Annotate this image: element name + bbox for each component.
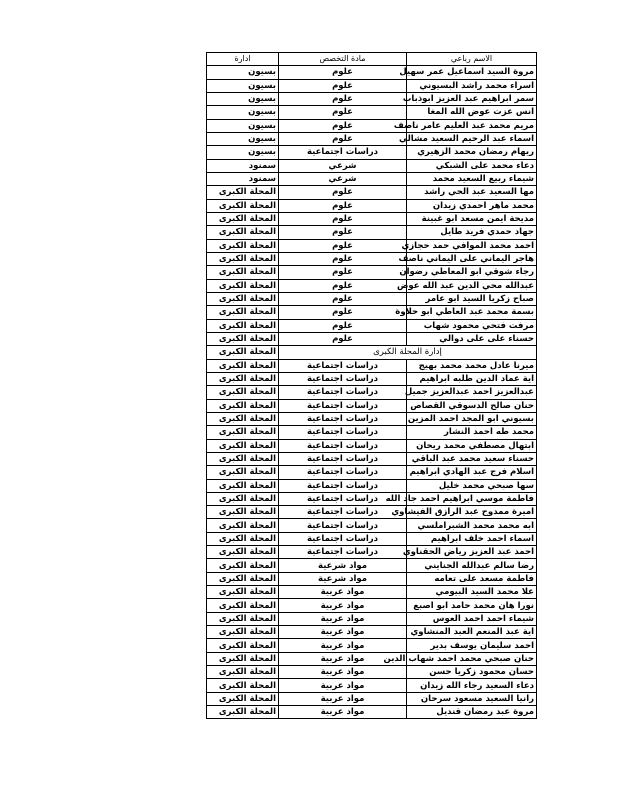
name-cell: حسناء على على دوالي <box>407 332 537 345</box>
admin-cell: المحلة الكبرى <box>207 479 279 492</box>
name-cell: علا محمد السيد البيومي <box>407 586 537 599</box>
admin-cell: المحلة الكبرى <box>207 452 279 465</box>
name-cell: بسمة محمد عبد العاطي ابو حلاوة <box>407 306 537 319</box>
teachers-sheet <box>206 52 540 719</box>
admin-cell: المحلة الكبرى <box>207 532 279 545</box>
admin-cell: المحلة الكبرى <box>207 466 279 479</box>
subject-cell: شرعي <box>279 159 407 172</box>
table-row <box>207 399 537 412</box>
name-cell: احمد عبد العزيز رياض الحقناوي <box>407 546 537 559</box>
admin-cell: المحلة الكبرى <box>207 706 279 719</box>
table-row <box>207 159 537 172</box>
header-admin: ادارة <box>207 53 279 66</box>
section-label: إدارة المحلة الكبرى <box>279 346 537 359</box>
subject-cell: دراسات اجتماعية <box>279 492 407 505</box>
table-row <box>207 639 537 652</box>
name-cell: اسلام فرج عبد الهادي ابراهيم <box>407 466 537 479</box>
table-row <box>207 559 537 572</box>
name-cell: مروة السيد اسماعيل عمر سهيل <box>407 66 537 79</box>
name-cell: نورا هان محمد حامد ابو اصبع <box>407 599 537 612</box>
header-subject: مادة التخصص <box>279 53 407 66</box>
subject-cell: مواد عربية <box>279 612 407 625</box>
table-row <box>207 426 537 439</box>
admin-cell: المحلة الكبرى <box>207 692 279 705</box>
name-cell: حنان صالح الدسوقي القصاص <box>407 399 537 412</box>
name-cell: دعاء السعيد رجاء الله زيدان <box>407 679 537 692</box>
name-cell: انس عزت عوض الله المغا <box>407 106 537 119</box>
admin-cell: المحلة الكبرى <box>207 386 279 399</box>
name-cell: بسيوني ابو المجد احمد المزين <box>407 412 537 425</box>
name-cell: احمد محمد الموافي حمد حجازي <box>407 239 537 252</box>
admin-cell: المحلة الكبرى <box>207 266 279 279</box>
subject-cell: علوم <box>279 186 407 199</box>
admin-cell: المحلة الكبرى <box>207 426 279 439</box>
header-name: الاسم رباعي <box>407 53 537 66</box>
table-row <box>207 66 537 79</box>
subject-cell: مواد شرعية <box>279 559 407 572</box>
name-cell: صباح زكريا السيد ابو عامر <box>407 292 537 305</box>
table-row <box>207 386 537 399</box>
table-row <box>207 466 537 479</box>
subject-cell: دراسات اجتماعية <box>279 399 407 412</box>
admin-cell: المحلة الكبرى <box>207 679 279 692</box>
admin-cell: بسيون <box>207 146 279 159</box>
table-row <box>207 199 537 212</box>
admin-cell: المحلة الكبرى <box>207 319 279 332</box>
subject-cell: علوم <box>279 119 407 132</box>
subject-cell: دراسات اجتماعية <box>279 412 407 425</box>
admin-cell: المحلة الكبرى <box>207 492 279 505</box>
admin-cell: المحلة الكبرى <box>207 666 279 679</box>
table-row <box>207 212 537 225</box>
table-row <box>207 306 537 319</box>
name-cell: هاجر اليماني على اليماني ناصف <box>407 252 537 265</box>
subject-cell: دراسات اجتماعية <box>279 359 407 372</box>
table-row <box>207 506 537 519</box>
name-cell: ابتهال مصطفي محمد ريحان <box>407 439 537 452</box>
table-row <box>207 79 537 92</box>
table-body <box>207 66 537 719</box>
name-cell: دعاء محمد على الشبكي <box>407 159 537 172</box>
name-cell: اسراء محمد راشد البسيوني <box>407 79 537 92</box>
table-row <box>207 452 537 465</box>
table-row <box>207 652 537 665</box>
subject-cell: مواد عربية <box>279 626 407 639</box>
table-row <box>207 119 537 132</box>
table-row <box>207 666 537 679</box>
admin-cell: المحلة الكبرى <box>207 359 279 372</box>
subject-cell: علوم <box>279 279 407 292</box>
table-row <box>207 492 537 505</box>
subject-cell: مواد عربية <box>279 599 407 612</box>
table-row <box>207 292 537 305</box>
table-row <box>207 279 537 292</box>
subject-cell: شرعي <box>279 172 407 185</box>
subject-cell: مواد عربية <box>279 692 407 705</box>
table-row <box>207 532 537 545</box>
name-cell: احمد سليمان يوسف بدير <box>407 639 537 652</box>
admin-cell: المحلة الكبرى <box>207 626 279 639</box>
admin-cell: المحلة الكبرى <box>207 652 279 665</box>
table-row <box>207 92 537 105</box>
subject-cell: مواد عربية <box>279 639 407 652</box>
name-cell: سمر ابراهيم عبد العزيز ابوذباب <box>407 92 537 105</box>
name-cell: رجاء شوقي ابو المعاطي رضوان <box>407 266 537 279</box>
subject-cell: مواد شرعية <box>279 572 407 585</box>
table-row <box>207 346 537 359</box>
subject-cell: دراسات اجتماعية <box>279 506 407 519</box>
name-cell: رانيا السعيد مسعود سرحان <box>407 692 537 705</box>
subject-cell: علوم <box>279 239 407 252</box>
admin-cell: المحلة الكبرى <box>207 439 279 452</box>
name-cell: ريهام رمضان محمد الزهيري <box>407 146 537 159</box>
admin-cell: المحلة الكبرى <box>207 546 279 559</box>
name-cell: محمد ماهر احمدي زيدان <box>407 199 537 212</box>
name-cell: مديحة ايمن مسعد ابو غبينة <box>407 212 537 225</box>
name-cell: فاطمة مسعد على تعامه <box>407 572 537 585</box>
table-row <box>207 332 537 345</box>
table-row <box>207 132 537 145</box>
subject-cell: علوم <box>279 199 407 212</box>
table-row <box>207 519 537 532</box>
table-row <box>207 319 537 332</box>
admin-cell: المحلة الكبرى <box>207 572 279 585</box>
table-row <box>207 706 537 719</box>
admin-cell: بسيون <box>207 66 279 79</box>
admin-cell: المحلة الكبرى <box>207 506 279 519</box>
admin-cell: بسيون <box>207 119 279 132</box>
admin-cell: بسيون <box>207 79 279 92</box>
table-row <box>207 679 537 692</box>
subject-cell: دراسات اجتماعية <box>279 532 407 545</box>
table-row <box>207 546 537 559</box>
admin-cell: المحلة الكبرى <box>207 412 279 425</box>
header-row <box>207 53 537 66</box>
name-cell: حسان محمود زكريا حسن <box>407 666 537 679</box>
table-row <box>207 626 537 639</box>
subject-cell: دراسات اجتماعية <box>279 439 407 452</box>
name-cell: اسماء احمد خلف ابراهيم <box>407 532 537 545</box>
table-row <box>207 106 537 119</box>
table-row <box>207 266 537 279</box>
name-cell: محمد طه احمد النشار <box>407 426 537 439</box>
subject-cell: مواد عربية <box>279 652 407 665</box>
subject-cell: دراسات اجتماعية <box>279 372 407 385</box>
subject-cell: علوم <box>279 132 407 145</box>
admin-cell: المحلة الكبرى <box>207 332 279 345</box>
subject-cell: مواد عربية <box>279 666 407 679</box>
admin-cell: المحلة الكبرى <box>207 639 279 652</box>
subject-cell: علوم <box>279 266 407 279</box>
subject-cell: علوم <box>279 226 407 239</box>
table-row <box>207 479 537 492</box>
table-row <box>207 239 537 252</box>
subject-cell: علوم <box>279 319 407 332</box>
table-row <box>207 586 537 599</box>
table-row <box>207 172 537 185</box>
subject-cell: مواد عربية <box>279 706 407 719</box>
admin-cell: بسيون <box>207 106 279 119</box>
name-cell: ميرنا عادل محمد محمد بهيج <box>407 359 537 372</box>
name-cell: مروة عبد رمضان قنديل <box>407 706 537 719</box>
admin-cell: بسيون <box>207 132 279 145</box>
admin-cell: بسيون <box>207 92 279 105</box>
name-cell: عبدالله محي الدين عبد الله عوض <box>407 279 537 292</box>
name-cell: حنان صبحي محمد احمد شهاب الدين <box>407 652 537 665</box>
table-row <box>207 572 537 585</box>
admin-cell: المحلة الكبرى <box>207 612 279 625</box>
admin-cell: المحلة الكبرى <box>207 306 279 319</box>
subject-cell: دراسات اجتماعية <box>279 146 407 159</box>
table-row <box>207 692 537 705</box>
subject-cell: دراسات اجتماعية <box>279 546 407 559</box>
admin-cell: المحلة الكبرى <box>207 292 279 305</box>
admin-cell: المحلة الكبرى <box>207 599 279 612</box>
subject-cell: علوم <box>279 66 407 79</box>
name-cell: اسماء عبد الرحيم السعيد مشالي <box>407 132 537 145</box>
subject-cell: دراسات اجتماعية <box>279 386 407 399</box>
admin-cell: المحلة الكبرى <box>207 279 279 292</box>
name-cell: مرفت فتحي محمود شهاب <box>407 319 537 332</box>
admin-cell: المحلة الكبرى <box>207 186 279 199</box>
table-row <box>207 412 537 425</box>
admin-cell: المحلة الكبرى <box>207 519 279 532</box>
name-cell: مريم محمد عبد العليم عامر ناصف <box>407 119 537 132</box>
subject-cell: علوم <box>279 92 407 105</box>
admin-cell: المحلة الكبرى <box>207 346 279 359</box>
table-row <box>207 186 537 199</box>
subject-cell: دراسات اجتماعية <box>279 426 407 439</box>
subject-cell: علوم <box>279 332 407 345</box>
admin-cell: المحلة الكبرى <box>207 226 279 239</box>
name-cell: مها السعيد عبد الحي راشد <box>407 186 537 199</box>
name-cell: جهاد حمدي فريد طايل <box>407 226 537 239</box>
admin-cell: سمنود <box>207 172 279 185</box>
name-cell: فاطمة موسي ابراهيم احمد جاد الله <box>407 492 537 505</box>
table-row <box>207 252 537 265</box>
admin-cell: المحلة الكبرى <box>207 559 279 572</box>
admin-cell: سمنود <box>207 159 279 172</box>
subject-cell: مواد عربية <box>279 679 407 692</box>
subject-cell: علوم <box>279 292 407 305</box>
admin-cell: المحلة الكبرى <box>207 252 279 265</box>
name-cell: شيماء ربيع السعيد محمد <box>407 172 537 185</box>
name-cell: سها صبحي محمد خليل <box>407 479 537 492</box>
admin-cell: المحلة الكبرى <box>207 372 279 385</box>
name-cell: عبدالعزيز احمد عبدالعزيز جميل <box>407 386 537 399</box>
subject-cell: دراسات اجتماعية <box>279 519 407 532</box>
name-cell: حسناء سعيد محمد عبد الباقي <box>407 452 537 465</box>
subject-cell: علوم <box>279 306 407 319</box>
subject-cell: دراسات اجتماعية <box>279 479 407 492</box>
admin-cell: المحلة الكبرى <box>207 199 279 212</box>
table-row <box>207 372 537 385</box>
subject-cell: دراسات اجتماعية <box>279 452 407 465</box>
subject-cell: مواد عربية <box>279 586 407 599</box>
name-cell: ابه محمد محمد الشبراملسي <box>407 519 537 532</box>
name-cell: اميرة ممدوح عبد الرازق الفيشاوي <box>407 506 537 519</box>
subject-cell: علوم <box>279 212 407 225</box>
admin-cell: المحلة الكبرى <box>207 586 279 599</box>
name-cell: اية عماد الدين طلبه ابراهيم <box>407 372 537 385</box>
subject-cell: دراسات اجتماعية <box>279 466 407 479</box>
table-row <box>207 226 537 239</box>
admin-cell: المحلة الكبرى <box>207 212 279 225</box>
admin-cell: المحلة الكبرى <box>207 399 279 412</box>
subject-cell: علوم <box>279 252 407 265</box>
table-row <box>207 146 537 159</box>
name-cell: اية عبد المنعم العبد المنشاوي <box>407 626 537 639</box>
teachers-table <box>206 52 537 719</box>
table-row <box>207 599 537 612</box>
table-row <box>207 439 537 452</box>
name-cell: شيماء احمد احمد العوس <box>407 612 537 625</box>
subject-cell: علوم <box>279 106 407 119</box>
name-cell: رضا سالم عبدالله الجنايني <box>407 559 537 572</box>
subject-cell: علوم <box>279 79 407 92</box>
admin-cell: المحلة الكبرى <box>207 239 279 252</box>
table-row <box>207 359 537 372</box>
table-row <box>207 612 537 625</box>
